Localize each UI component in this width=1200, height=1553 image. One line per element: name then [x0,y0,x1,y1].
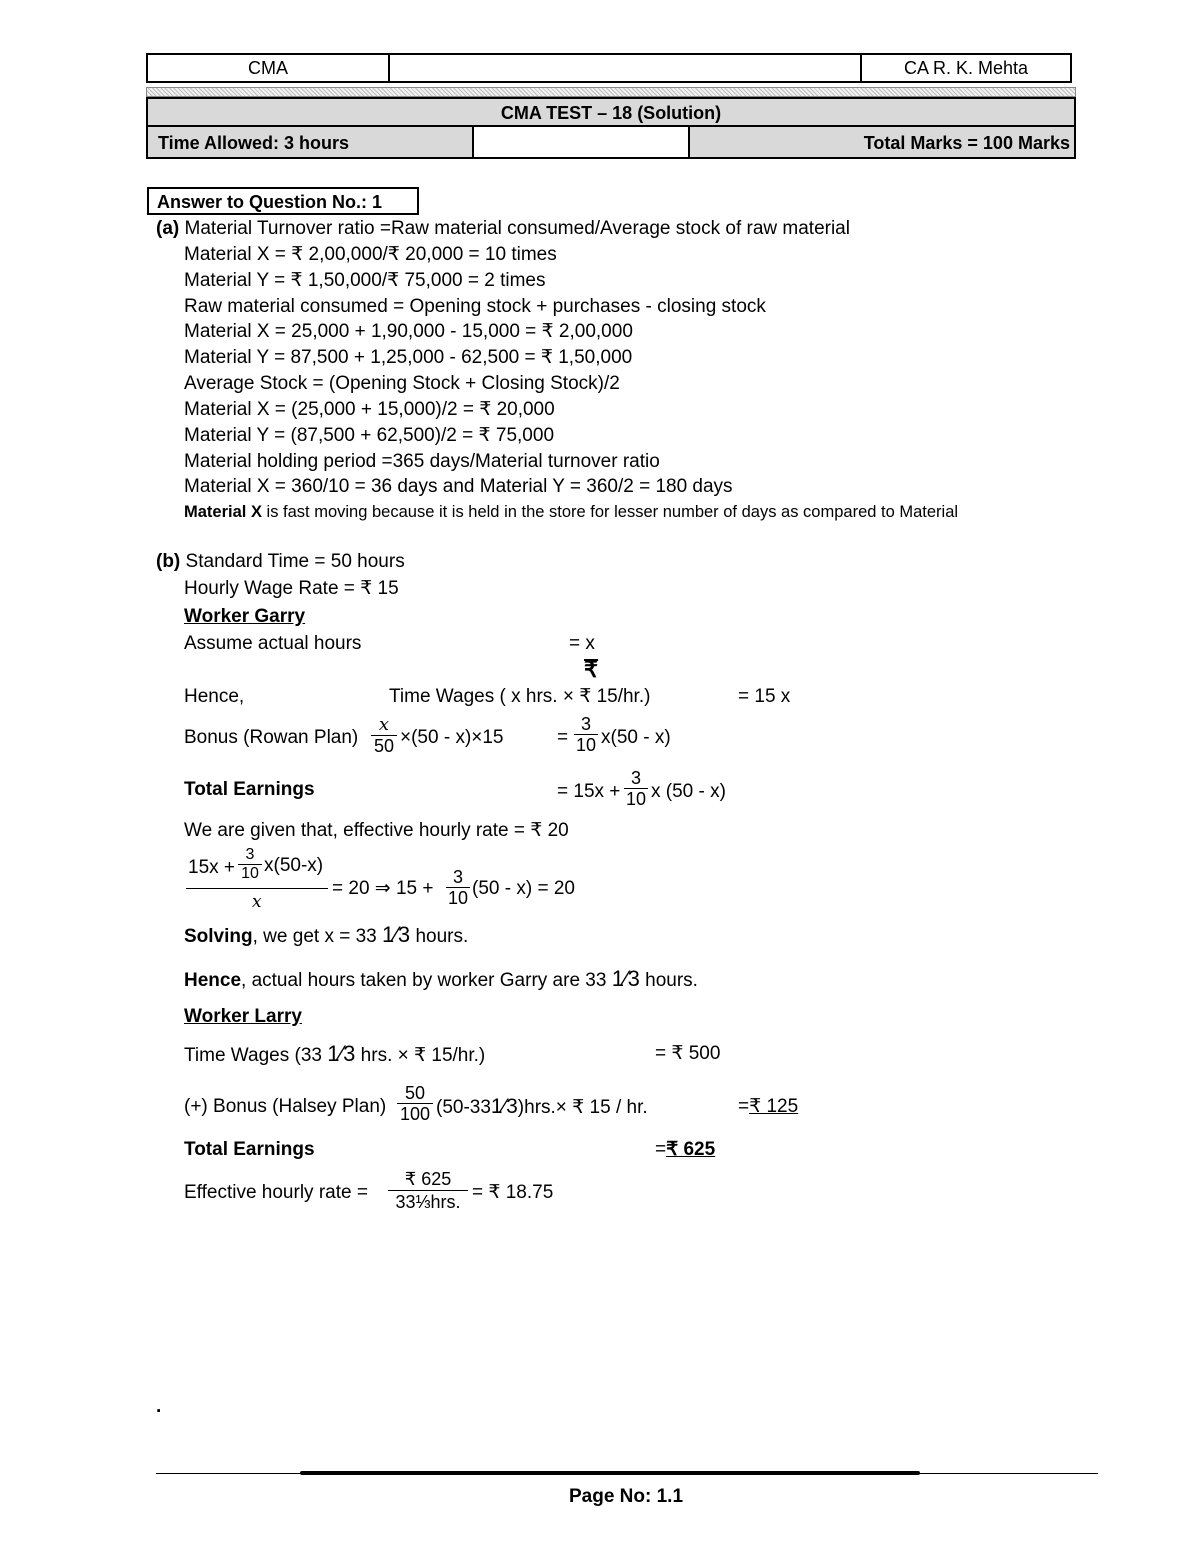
part-a-line: Material X = 25,000 + 1,90,000 - 15,000 = ₹ 2,00,000 [184,321,633,342]
larry-total-eq: = [655,1139,667,1160]
part-a-line: Material X = ₹ 2,00,000/₹ 20,000 = 10 times [184,244,557,265]
halsey-bonus-tail [436,1096,648,1119]
fraction-numerator: ₹ 625 [388,1168,468,1191]
conclusion-text: is fast moving because it is held in the store for lesser number of days as compared to Material [261,503,959,521]
header-info-blank [474,127,690,157]
hence-garry-line [184,968,698,992]
fraction-numerator: 50 [397,1083,433,1104]
part-a-line: Raw material consumed = Opening stock + purchases - closing stock [184,296,766,317]
assume-label: Assume actual hours [184,633,362,654]
halsey-tail-text: (50-33 [436,1097,491,1118]
fraction-denominator: 100 [399,1104,431,1124]
worker-larry-heading: Worker Larry [184,1006,302,1027]
eq-num-a: 15x + [188,857,236,878]
fraction-denominator: 10 [625,789,647,809]
header-info-row [146,127,1076,159]
garry-total-pre: = 15x + [557,781,621,802]
halsey-fraction [397,1083,433,1124]
larry-total-value [655,1139,715,1161]
part-a-line: Material X = 360/10 = 36 days and Material Y = 360/2 = 180 days [184,476,733,497]
halsey-bonus-label: (+) Bonus (Halsey Plan) [184,1096,387,1117]
solving-text: , we get x = 33 [252,926,383,947]
page-title: CMA TEST – 18 (Solution) [500,103,722,123]
part-a-line: Material Y = 87,500 + 1,25,000 - 62,500 = ₹ 1,50,000 [184,347,633,368]
rate-equation-rhs: = 20 ⇒ 15 + [332,878,434,899]
part-a-label: (a) [156,218,180,239]
fraction-denominator: 50 [373,736,395,756]
larry-time-wages-text: Time Wages (33 [184,1045,328,1066]
solving-end: hours. [410,926,469,947]
rate-equation-tail: (50 - x) = 20 [472,878,575,899]
solving-line [184,924,468,948]
halsey-bonus-value [738,1096,798,1118]
rowan-bonus-tail: ×(50 - x)×15 [400,727,504,748]
header-right-cell: CA R. K. Mehta [903,58,1029,78]
larry-total-label: Total Earnings [184,1139,315,1160]
part-a-conclusion [184,501,958,523]
rate-equation-fraction [446,867,470,908]
garry-total-tail: x (50 - x) [651,781,726,802]
rate-equation-numerator [186,846,328,889]
fraction-numerator: 3 [624,768,648,789]
fraction-denominator: 10 [241,865,259,882]
fraction-denominator: 10 [447,888,469,908]
solving-fraction: 1⁄3 [382,922,411,947]
effective-rate-fraction [388,1168,468,1213]
halsey-tail-end: )hrs.× ₹ 15 / hr. [517,1097,648,1118]
solving-bold: Solving [184,926,253,947]
stray-dot: . [156,1396,162,1417]
rowan-value-tail: x(50 - x) [601,727,671,748]
garry-time-wages-value: = 15 x [738,686,791,707]
hence-text: , actual hours taken by worker Garry are 33 [241,970,612,991]
header-hatch-band [146,87,1076,97]
time-allowed: Time Allowed: 3 hours [148,127,474,157]
larry-time-wages-fraction: 1⁄3 [327,1041,356,1066]
garry-total-fraction [624,768,648,809]
fraction-denominator: 33⅓hrs. [395,1192,461,1212]
answer-label-box [147,187,419,215]
part-a-line: Average Stock = (Opening Stock + Closing Stock)/2 [184,373,620,394]
larry-time-wages [184,1043,485,1067]
fraction-denominator: 10 [575,735,597,755]
rowan-bonus-label: Bonus (Rowan Plan) [184,727,359,748]
part-b-heading-line [156,551,405,573]
part-b-label: (b) [156,551,181,572]
answer-label: Answer to Question No.: 1 [157,192,383,212]
fraction-numerator: 3 [574,714,598,735]
page-number: Page No: 1.1 [568,1486,684,1507]
part-a-line: Material X = (25,000 + 15,000)/2 = ₹ 20,000 [184,399,555,420]
assume-value: = x [569,633,595,654]
standard-time: Standard Time = 50 hours [185,551,405,572]
garry-time-wages: Time Wages ( x hrs. × ₹ 15/hr.) [389,686,651,707]
part-a-line: Material Y = (87,500 + 62,500)/2 = ₹ 75,000 [184,425,555,446]
part-a-heading: Material Turnover ratio =Raw material consumed/Average stock of raw material [184,218,850,239]
hence-label: Hence, [184,686,245,707]
fraction-numerator: x [371,715,397,736]
halsey-amount: ₹ 125 [749,1096,799,1117]
header-left-cell: CMA [148,55,390,81]
halsey-eq: = [738,1096,750,1117]
hence-bold: Hence [184,970,242,991]
halsey-tail-fraction: 1⁄3 [490,1095,518,1118]
rate-equation-denominator: x [252,892,262,912]
larry-total-amount: ₹ 625 [666,1139,716,1160]
fraction-numerator: 3 [446,867,470,888]
rupee-mark: ₹ [584,657,598,682]
rowan-fraction [371,715,397,756]
eq-num-b: x(50-x) [264,855,324,876]
rowan-bonus-eq: = [557,727,569,748]
part-a-line: Material holding period =365 days/Material turnover ratio [184,451,660,472]
hence-fraction: 1⁄3 [611,966,640,991]
part-a-line: Material Y = ₹ 1,50,000/₹ 75,000 = 2 times [184,270,546,291]
header-title-row [146,97,1076,127]
effective-rate-label: Effective hourly rate = [184,1182,368,1203]
header-top-row [146,53,1072,83]
rowan-value-fraction [574,714,598,755]
effective-rate-value: = ₹ 18.75 [472,1182,554,1203]
total-marks: Total Marks = 100 Marks [690,127,1074,157]
larry-time-wages-value: = ₹ 500 [655,1043,721,1064]
footer-rule-thick [300,1471,920,1475]
eq-num-fraction [238,846,262,883]
fraction-numerator: 3 [238,846,262,865]
worker-garry-heading: Worker Garry [184,606,306,627]
larry-time-wages-end: hrs. × ₹ 15/hr.) [355,1045,486,1066]
header-blank-cell [390,55,862,81]
conclusion-bold: Material X [184,503,262,521]
given-rate: We are given that, effective hourly rate = ₹ 20 [184,820,569,841]
hence-end: hours. [639,970,698,991]
hourly-rate: Hourly Wage Rate = ₹ 15 [184,578,399,599]
part-a-heading-line [156,218,850,240]
garry-total-label: Total Earnings [184,779,315,800]
